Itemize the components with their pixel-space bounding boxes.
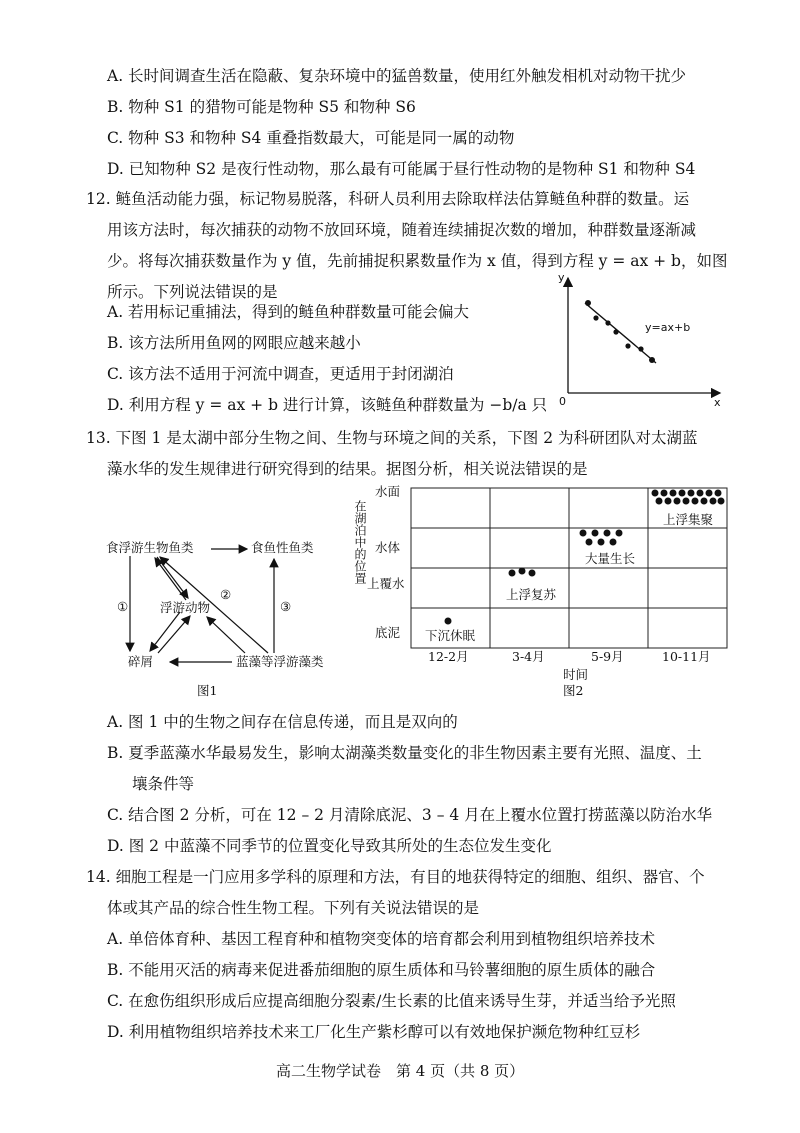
algae-dot (665, 498, 672, 505)
q14-stem-line-1: 14. 细胞工程是一门应用多学科的原理和方法，有目的地获得特定的细胞、组织、器官、个 (86, 868, 705, 886)
algae-dot (683, 498, 690, 505)
algae-dot (710, 498, 717, 505)
algae-dot (674, 498, 681, 505)
fig1-node-zooplankton: 浮游动物 (160, 600, 211, 615)
algae-dot (701, 498, 708, 505)
fig1-caption: 图1 (197, 683, 218, 698)
q14-stem-line-2: 体或其产品的综合性生物工程。下列有关说法错误的是 (107, 899, 480, 917)
fig2-caption: 图2 (563, 683, 584, 698)
algae-dot (519, 568, 526, 575)
q11-option-a: A. 长时间调查生活在隐蔽、复杂环境中的猛兽数量，使用红外触发相机对动物干扰少 (107, 67, 687, 85)
fig2-col-mar-apr: 3-4月 (512, 649, 545, 664)
fig1-label-2: ② (220, 587, 232, 602)
q13-option-b-line-2: 壤条件等 (132, 775, 195, 793)
algae-dot (697, 490, 704, 497)
algae-dot (598, 539, 605, 546)
algae-dot (670, 490, 677, 497)
q12-option-d: D. 利用方程 y = ax + b 进行计算，该鲢鱼种群数量为 −b∕a 只 (107, 396, 548, 414)
fig1-node-algae: 蓝藻等浮游藻类 (236, 654, 324, 669)
algae-dot (692, 498, 699, 505)
algae-dot (688, 490, 695, 497)
algae-dot (652, 490, 659, 497)
fig1-label-3: ③ (280, 599, 292, 614)
algae-dot (616, 530, 623, 537)
q12-option-a: A. 若用标记重捕法，得到的鲢鱼种群数量可能会偏大 (107, 303, 470, 321)
algae-dot (604, 530, 611, 537)
fig2-y-title: 在湖泊中的位置 (353, 500, 367, 584)
algae-dot (656, 498, 663, 505)
q12-x-label: x (714, 396, 721, 409)
fig2-cell-sink-dormant: 下沉休眠 (425, 628, 476, 643)
algae-dot (718, 498, 725, 505)
q12-origin-label: 0 (559, 395, 566, 408)
fig2-cell-float-revive: 上浮复苏 (506, 587, 557, 602)
q14-option-a: A. 单倍体育种、基因工程育种和植物突变体的培育都会利用到植物组织培养技术 (107, 930, 656, 948)
q12-option-c: C. 该方法不适用于河流中调查，更适用于封闭湖泊 (107, 365, 454, 383)
q14-option-b: B. 不能用灭活的病毒来促进番茄细胞的原生质体和马铃薯细胞的原生质体的融合 (107, 961, 656, 979)
fig2-cell-float-gather: 上浮集聚 (663, 512, 714, 527)
q12-equation-label: y=ax+b (645, 321, 691, 334)
q11-option-b: B. 物种 S1 的猎物可能是物种 S5 和物种 S6 (107, 98, 416, 116)
fig2-row-surface: 水面 (375, 484, 401, 499)
q12-stem-line-3: 少。将每次捕获数量作为 y 值，先前捕捉积累数量作为 x 值，得到方程 y = ax + b，如图 (107, 252, 728, 270)
algae-dot (586, 539, 593, 546)
q12-y-label: y (558, 271, 565, 284)
q12-stem-line-2: 用该方法时，每次捕获的动物不放回环境，随着连续捕捉次数的增加，种群数量逐渐减 (107, 221, 697, 239)
fig2-row-water-body: 水体 (375, 540, 401, 555)
algae-dot (580, 530, 587, 537)
fig2-row-bottom-mud: 底泥 (375, 625, 401, 640)
algae-dot (445, 618, 452, 625)
fig2-col-may-sep: 5-9月 (591, 649, 624, 664)
algae-dot (509, 570, 516, 577)
q14-option-d: D. 利用植物组织培养技术来工厂化生产紫杉醇可以有效地保护濒危物种红豆杉 (107, 1023, 641, 1041)
fig1-node-detritus: 碎屑 (128, 654, 154, 669)
algae-dot (529, 570, 536, 577)
q12-option-b: B. 该方法所用鱼网的网眼应越来越小 (107, 334, 361, 352)
fig2-cell-mass-growth: 大量生长 (585, 551, 636, 566)
algae-dot (715, 490, 722, 497)
fig2-col-oct-nov: 10-11月 (662, 649, 711, 664)
fig2-x-title: 时间 (563, 667, 589, 682)
fig1-label-1: ① (117, 599, 129, 614)
q11-option-c: C. 物种 S3 和物种 S4 重叠指数最大，可能是同一属的动物 (107, 129, 515, 147)
fig2-col-dec-feb: 12-2月 (428, 649, 469, 664)
algae-dot (706, 490, 713, 497)
q13-option-a: A. 图 1 中的生物之间存在信息传递，而且是双向的 (107, 713, 458, 731)
q13-option-d: D. 图 2 中蓝藻不同季节的位置变化导致其所处的生态位发生变化 (107, 837, 552, 855)
q13-option-b-line-1: B. 夏季蓝藻水华最易发生，影响太湖藻类数量变化的非生物因素主要有光照、温度、土 (107, 744, 702, 762)
q13-stem-line-2: 藻水华的发生规律进行研究得到的结果。据图分析，相关说法错误的是 (107, 460, 588, 478)
q12-stem-line-4: 所示。下列说法错误的是 (107, 283, 278, 301)
fig1-node-planktivore: 食浮游生物鱼类 (106, 540, 194, 555)
q11-option-d: D. 已知物种 S2 是夜行性动物，那么最有可能属于昼行性动物的是物种 S1 和物种 S4 (107, 160, 696, 178)
algae-dot (592, 530, 599, 537)
fig1-node-piscivore: 食鱼性鱼类 (251, 540, 314, 555)
page-footer: 高二生物学试卷 第 4 页（共 8 页） (276, 1062, 525, 1080)
fig2-row-overlying-water: 上覆水 (367, 576, 405, 591)
algae-dot (679, 490, 686, 497)
q13-option-c: C. 结合图 2 分析，可在 12 – 2 月清除底泥、3 – 4 月在上覆水位置打捞蓝藻以防治水华 (107, 806, 713, 824)
algae-dot (661, 490, 668, 497)
algae-dot (610, 539, 617, 546)
q12-stem-line-1: 12. 鲢鱼活动能力强，标记物易脱落，科研人员利用去除取样法估算鲢鱼种群的数量。运 (86, 190, 690, 208)
q13-stem-line-1: 13. 下图 1 是太湖中部分生物之间、生物与环境之间的关系，下图 2 为科研团队对太湖蓝 (86, 429, 698, 447)
q14-option-c: C. 在愈伤组织形成后应提高细胞分裂素∕生长素的比值来诱导生芽，并适当给予光照 (107, 992, 676, 1010)
